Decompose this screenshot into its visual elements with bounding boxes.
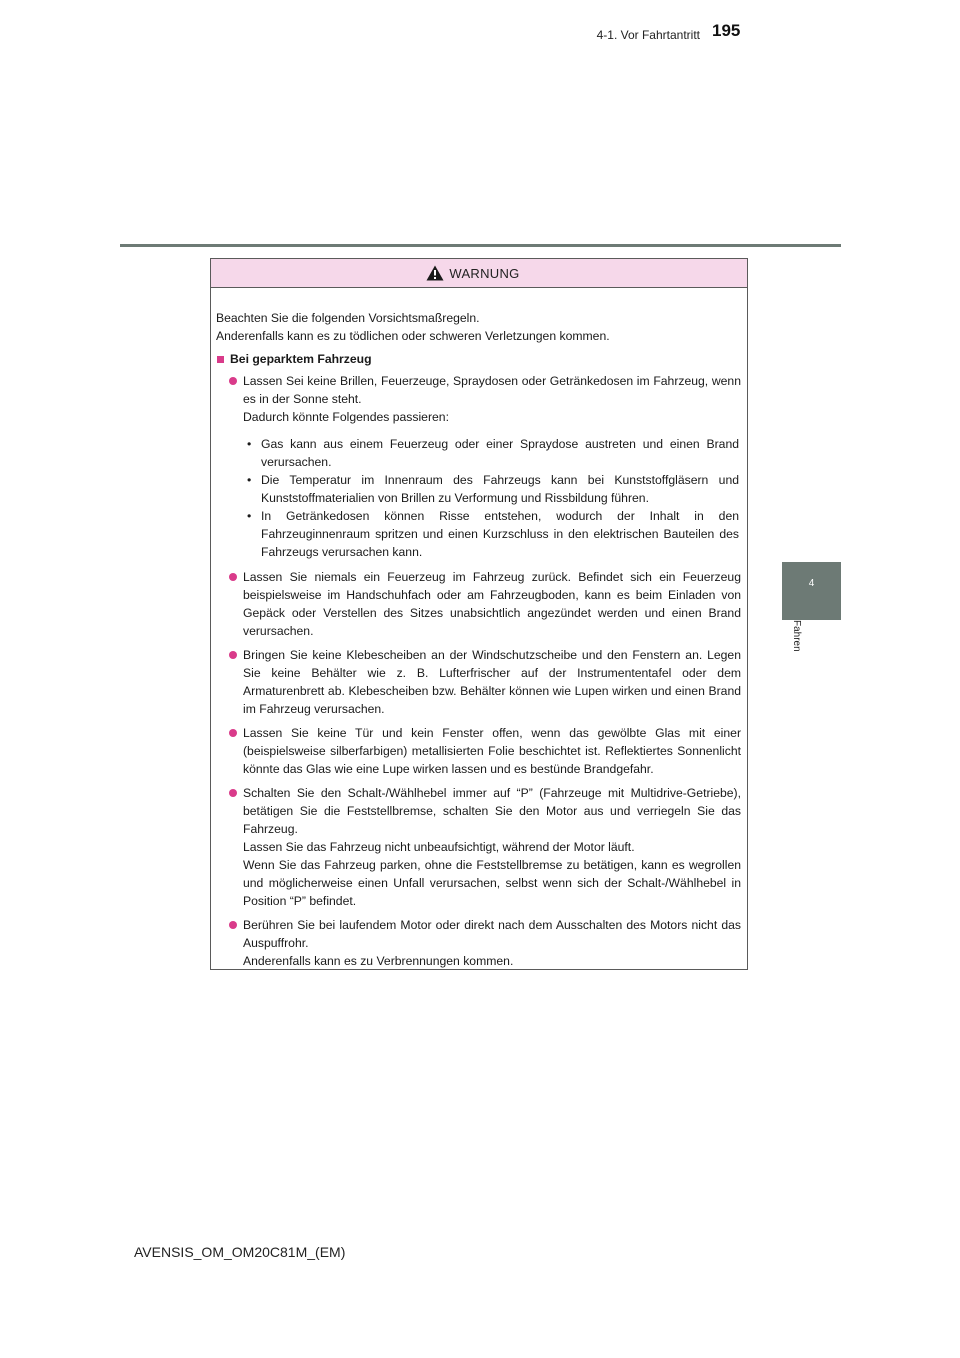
list-item	[243, 435, 741, 471]
subitem-list	[243, 435, 741, 561]
warning-bullet	[229, 916, 741, 970]
warning-bullet	[229, 372, 741, 562]
small-dot-icon: •	[247, 509, 252, 523]
list-item-text: In Getränkedosen können Risse entstehen, wodurch der Inhalt in den Fahrzeuginnenraum spritzen und einen Kurzschluss in den elektrischen Bauteilen des Fahrzeugs verursachen kann.	[261, 509, 739, 559]
list-item	[243, 471, 741, 507]
warning-box	[210, 258, 748, 970]
intro-line: Anderenfalls kann es zu tödlichen oder schweren Verletzungen kommen.	[216, 329, 610, 343]
bullet-paragraph: Lassen Sei keine Brillen, Feuerzeuge, Spraydosen oder Getränkedosen im Fahrzeug, wenn es in der Sonne steht.	[243, 374, 741, 406]
small-dot-icon: •	[247, 473, 252, 487]
document-code: AVENSIS_OM_OM20C81M_(EM)	[134, 1244, 346, 1260]
bullet-paragraph: Schalten Sie den Schalt-/Wählhebel immer auf “P” (Fahrzeuge mit Multidrive-Getriebe), betätigen Sie die Feststellbremse, schalten Sie den Motor aus und verriegeln Sie das Fahrzeug.	[243, 786, 741, 836]
list-item	[243, 507, 741, 561]
small-dot-icon: •	[247, 437, 252, 451]
chapter-title: Fahren	[791, 620, 802, 652]
round-bullet-icon	[229, 729, 237, 737]
warning-content	[211, 288, 747, 970]
list-item-text: Gas kann aus einem Feuerzeug oder einer Spraydose austreten und einen Brand verursachen.	[261, 437, 739, 469]
chapter-tab[interactable]: 4	[782, 562, 841, 620]
warning-bullet	[229, 646, 741, 718]
square-bullet-icon	[217, 356, 224, 363]
bullet-paragraph: Lassen Sie keine Tür und kein Fenster offen, wenn das gewölbte Glas mit einer (beispielsweise silberfarbigen) metallisierten Folie beschichtet ist. Reflektiertes Sonnenlicht könnte das Glas wie eine Lupe wirken lassen und es bestünde Brandgefahr.	[243, 726, 741, 776]
round-bullet-icon	[229, 789, 237, 797]
header-rule	[120, 244, 841, 247]
bullet-paragraph: Lassen Sie niemals ein Feuerzeug im Fahrzeug zurück. Befindet sich ein Feuerzeug beispielsweise im Handschuhfach oder am Fahrzeugboden, kann es beim Einladen von Gepäck oder Verstellen des Sitzes unabsichtlich angezündet werden und einen Brand verursachen.	[243, 570, 741, 638]
round-bullet-icon	[229, 573, 237, 581]
bullet-paragraph: Bringen Sie keine Klebescheiben an der Windschutzscheibe und den Fenstern an. Legen Sie keine Behälter wie z. B. Lufterfrischer auf der Instrumententafel oder dem Armaturenbrett ab. Klebescheiben bzw. Behälter können wie Lupen wirken und einen Brand im Fahrzeug verursachen.	[243, 648, 741, 716]
bullet-paragraph: Wenn Sie das Fahrzeug parken, ohne die Feststellbremse zu betätigen, kann es wegrollen und möglicherweise einen Unfall verursachen, selbst wenn sich der Schalt-/Wählhebel in Position “P” befindet.	[243, 858, 741, 908]
warning-bullet	[229, 784, 741, 910]
warning-subheading	[216, 350, 741, 368]
page-number: 195	[712, 21, 741, 40]
round-bullet-icon	[229, 921, 237, 929]
round-bullet-icon	[229, 377, 237, 385]
bullet-paragraph: Anderenfalls kann es zu Verbrennungen kommen.	[243, 954, 514, 968]
subheading-text: Bei geparktem Fahrzeug	[230, 352, 372, 366]
warning-bullet	[229, 724, 741, 778]
bullet-paragraph: Dadurch könnte Folgendes passieren:	[243, 410, 449, 424]
intro-line: Beachten Sie die folgenden Vorsichtsmaßregeln.	[216, 311, 480, 325]
warning-bullet	[229, 568, 741, 640]
section-label: 4-1. Vor Fahrtantritt	[596, 28, 700, 42]
warning-intro	[216, 309, 741, 345]
bullet-paragraph: Berühren Sie bei laufendem Motor oder direkt nach dem Ausschalten des Motors nicht das Auspuffrohr.	[243, 918, 741, 950]
bullet-paragraph: Lassen Sie das Fahrzeug nicht unbeaufsichtigt, während der Motor läuft.	[243, 840, 635, 854]
round-bullet-icon	[229, 651, 237, 659]
warning-triangle-icon	[426, 265, 444, 281]
warning-title: WARNUNG	[449, 265, 520, 281]
warning-header	[211, 259, 747, 288]
list-item-text: Die Temperatur im Innenraum des Fahrzeugs kann bei Kunststoffgläsern und Kunststoffmaterialien von Brillen zu Verformung und Rissbildung führen.	[261, 473, 739, 505]
